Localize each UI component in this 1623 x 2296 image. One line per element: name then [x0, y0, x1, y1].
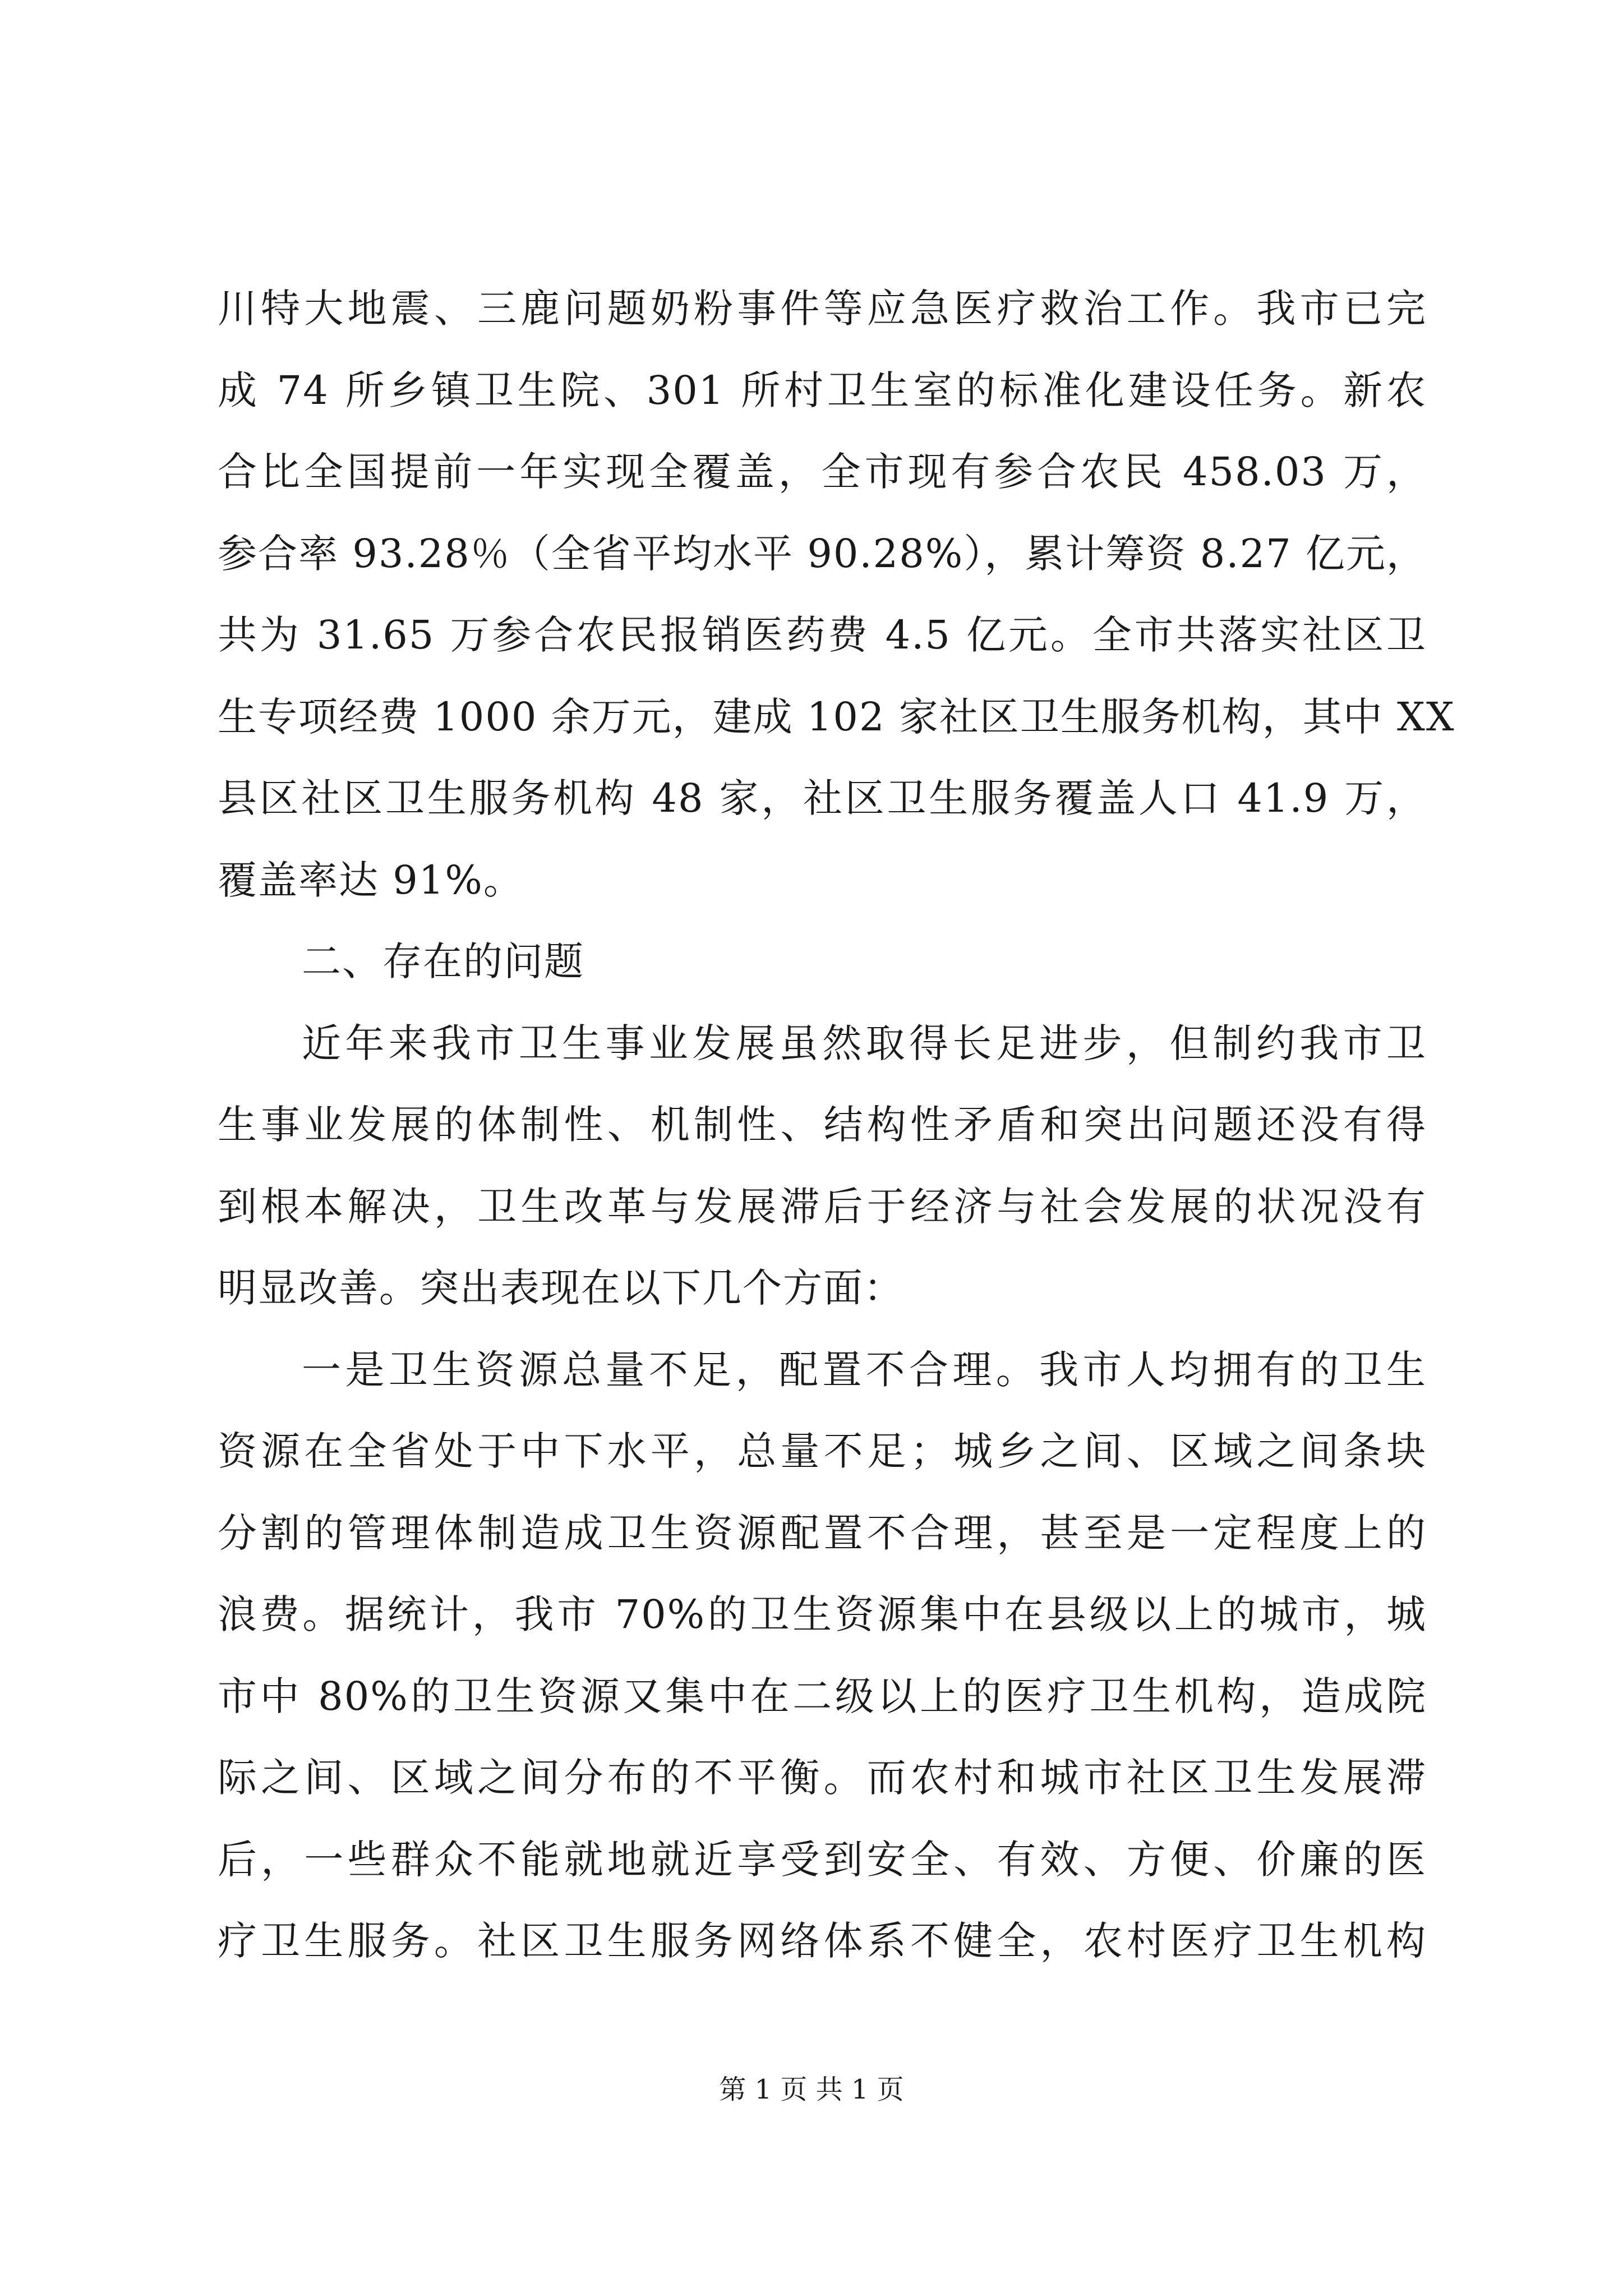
paragraph-resources	[218, 1329, 1427, 1982]
text-line: 共为 31.65 万参合农民报销医药费 4.5 亿元。全市共落实社区卫	[218, 612, 1427, 658]
text-line: 市中 80%的卫生资源又集中在二级以上的医疗卫生机构，造成院	[218, 1673, 1427, 1719]
text-line: 生专项经费 1000 余万元，建成 102 家社区卫生服务机构，其中 XX	[218, 693, 1455, 740]
text-line: 分割的管理体制造成卫生资源配置不合理，甚至是一定程度上的	[218, 1510, 1427, 1556]
text-line: 疗卫生服务。社区卫生服务网络体系不健全，农村医疗卫生机构	[218, 1918, 1427, 1964]
text-line: 资源在全省处于中下水平，总量不足；城乡之间、区域之间条块	[218, 1428, 1427, 1474]
text-line: 近年来我市卫生事业发展虽然取得长足进步，但制约我市卫	[302, 1020, 1427, 1066]
text-line: 县区社区卫生服务机构 48 家，社区卫生服务覆盖人口 41.9 万，	[218, 775, 1427, 821]
page-footer: 第 1 页 共 1 页	[719, 2074, 904, 2105]
text-line: 参合率 93.28％（全省平均水平 90.28%），累计筹资 8.27 亿元，	[218, 530, 1427, 577]
text-line: 成 74 所乡镇卫生院、301 所村卫生室的标准化建设任务。新农	[218, 367, 1427, 413]
section-heading: 二、存在的问题	[302, 938, 584, 984]
text-line: 覆盖率达 91%。	[218, 857, 524, 903]
text-line: 合比全国提前一年实现全覆盖，全市现有参合农民 458.03 万，	[218, 449, 1427, 495]
text-line: 川特大地震、三鹿问题奶粉事件等应急医疗救治工作。我市已完	[218, 286, 1427, 332]
text-line: 明显改善。突出表现在以下几个方面：	[218, 1265, 904, 1311]
text-line: 际之间、区域之间分布的不平衡。而农村和城市社区卫生发展滞	[218, 1755, 1427, 1801]
paragraph-achievements	[218, 268, 1455, 921]
paragraph-problems-intro	[218, 1003, 1427, 1329]
text-line: 后，一些群众不能就地就近享受到安全、有效、方便、价廉的医	[218, 1836, 1427, 1883]
text-line: 一是卫生资源总量不足，配置不合理。我市人均拥有的卫生	[302, 1346, 1427, 1393]
text-line: 浪费。据统计，我市 70%的卫生资源集中在县级以上的城市，城	[218, 1591, 1427, 1637]
text-line: 生事业发展的体制性、机制性、结构性矛盾和突出问题还没有得	[218, 1102, 1427, 1148]
text-line: 到根本解决，卫生改革与发展滞后于经济与社会发展的状况没有	[218, 1183, 1427, 1230]
document-body	[218, 268, 1455, 1982]
